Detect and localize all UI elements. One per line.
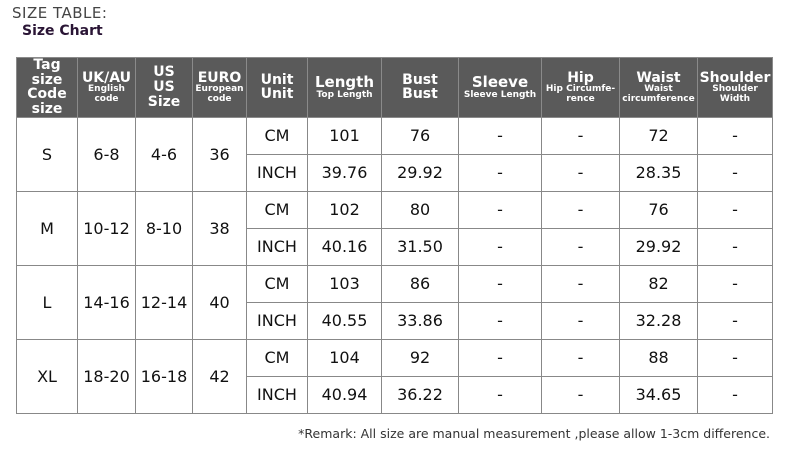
header-sublabel: European: [195, 84, 244, 95]
cell-bust: 31.50: [382, 228, 459, 265]
cell-hip: -: [542, 154, 620, 191]
cell-sleeve: -: [459, 191, 542, 228]
col-header-bust: [382, 58, 459, 118]
cell-euro-size: 42: [193, 339, 247, 413]
header-label: EURO: [197, 69, 242, 86]
cell-length: 39.76: [308, 154, 382, 191]
col-header-unit: [247, 58, 308, 118]
cell-length: 40.55: [308, 302, 382, 339]
header-label: Tag size: [31, 57, 63, 88]
cell-us-size: 12-14: [136, 265, 193, 339]
header-sublabel: Waist: [644, 84, 673, 95]
cell-euro-size: 36: [193, 117, 247, 191]
cell-length: 101: [308, 117, 382, 154]
cell-uk-size: 14-16: [78, 265, 136, 339]
header-sublabel: rence: [566, 93, 595, 104]
cell-hip: -: [542, 376, 620, 413]
cell-shoulder: -: [698, 228, 773, 265]
cell-hip: -: [542, 339, 620, 376]
cell-unit: INCH: [247, 154, 308, 191]
header-label: Hip: [567, 69, 594, 86]
header-label: Shoulder: [699, 69, 771, 86]
cell-us-size: 8-10: [136, 191, 193, 265]
cell-us-size: 4-6: [136, 117, 193, 191]
col-header-sleeve: [459, 58, 542, 118]
header-label: Unit: [260, 71, 294, 88]
header-sublabel: circumference: [622, 93, 695, 104]
cell-waist: 76: [620, 191, 698, 228]
col-header-waist: [620, 58, 698, 118]
cell-bust: 33.86: [382, 302, 459, 339]
header-label: Code size: [27, 86, 67, 118]
cell-shoulder: -: [698, 302, 773, 339]
cell-waist: 29.92: [620, 228, 698, 265]
cell-waist: 34.65: [620, 376, 698, 413]
cell-length: 102: [308, 191, 382, 228]
cell-unit: CM: [247, 339, 308, 376]
header-sublabel: code: [207, 93, 232, 104]
cell-tag-size: S: [17, 117, 78, 191]
remark-note: *Remark: All size are manual measurement ,please allow 1-3cm difference.: [298, 426, 770, 441]
header-sublabel: Hip Circumfe-: [545, 84, 616, 95]
header-label: Bust: [402, 86, 438, 103]
header-sublabel: Sleeve Length: [463, 89, 537, 100]
col-header-shoulder: [698, 58, 773, 118]
col-header-euro: [193, 58, 247, 118]
header-label: Bust: [402, 71, 438, 88]
cell-unit: INCH: [247, 376, 308, 413]
header-sublabel: Shoulder: [712, 84, 758, 95]
cell-waist: 28.35: [620, 154, 698, 191]
cell-unit: CM: [247, 191, 308, 228]
cell-bust: 36.22: [382, 376, 459, 413]
header-sublabel: code: [94, 93, 119, 104]
cell-uk-size: 18-20: [78, 339, 136, 413]
cell-length: 40.94: [308, 376, 382, 413]
cell-bust: 29.92: [382, 154, 459, 191]
col-header-length: [308, 58, 382, 118]
cell-shoulder: -: [698, 265, 773, 302]
cell-sleeve: -: [459, 302, 542, 339]
cell-bust: 76: [382, 117, 459, 154]
header-label: US Size: [147, 79, 181, 110]
header-label: Length: [315, 72, 374, 91]
cell-unit: INCH: [247, 228, 308, 265]
cell-sleeve: -: [459, 265, 542, 302]
size-table-heading: SIZE TABLE:: [12, 4, 108, 22]
cell-sleeve: -: [459, 376, 542, 413]
table-row-s-cm: [17, 117, 773, 154]
col-header-uk-au: [78, 58, 136, 118]
header-label: Sleeve: [471, 72, 529, 91]
col-header-tag-size: [17, 58, 78, 118]
header-label: US: [153, 64, 175, 81]
cell-hip: -: [542, 265, 620, 302]
header-sublabel: English: [88, 84, 125, 95]
header-sublabel: Width: [719, 93, 751, 104]
cell-bust: 92: [382, 339, 459, 376]
cell-unit: INCH: [247, 302, 308, 339]
cell-bust: 80: [382, 191, 459, 228]
header-label: Waist: [636, 69, 681, 86]
table-row-xl-cm: [17, 339, 773, 376]
cell-euro-size: 38: [193, 191, 247, 265]
cell-us-size: 16-18: [136, 339, 193, 413]
cell-hip: -: [542, 302, 620, 339]
cell-unit: CM: [247, 265, 308, 302]
cell-tag-size: XL: [17, 339, 78, 413]
cell-waist: 82: [620, 265, 698, 302]
table-row-m-cm: [17, 191, 773, 228]
cell-hip: -: [542, 191, 620, 228]
cell-sleeve: -: [459, 154, 542, 191]
cell-shoulder: -: [698, 376, 773, 413]
cell-length: 103: [308, 265, 382, 302]
cell-shoulder: -: [698, 191, 773, 228]
cell-sleeve: -: [459, 228, 542, 265]
cell-waist: 88: [620, 339, 698, 376]
cell-sleeve: -: [459, 339, 542, 376]
cell-sleeve: -: [459, 117, 542, 154]
table-row-l-cm: [17, 265, 773, 302]
header-label: UK/AU: [81, 69, 132, 86]
cell-shoulder: -: [698, 154, 773, 191]
cell-hip: -: [542, 117, 620, 154]
col-header-hip: [542, 58, 620, 118]
size-chart-table: [16, 57, 773, 414]
cell-waist: 72: [620, 117, 698, 154]
cell-shoulder: -: [698, 339, 773, 376]
cell-length: 104: [308, 339, 382, 376]
cell-unit: CM: [247, 117, 308, 154]
cell-euro-size: 40: [193, 265, 247, 339]
cell-waist: 32.28: [620, 302, 698, 339]
header-label: Unit: [260, 86, 294, 103]
header-sublabel: Top Length: [316, 89, 373, 100]
cell-length: 40.16: [308, 228, 382, 265]
cell-uk-size: 10-12: [78, 191, 136, 265]
size-chart-title: Size Chart: [22, 23, 103, 39]
col-header-us: [136, 58, 193, 118]
cell-tag-size: L: [17, 265, 78, 339]
header-row: [17, 58, 773, 118]
cell-hip: -: [542, 228, 620, 265]
cell-bust: 86: [382, 265, 459, 302]
cell-uk-size: 6-8: [78, 117, 136, 191]
cell-tag-size: M: [17, 191, 78, 265]
cell-shoulder: -: [698, 117, 773, 154]
